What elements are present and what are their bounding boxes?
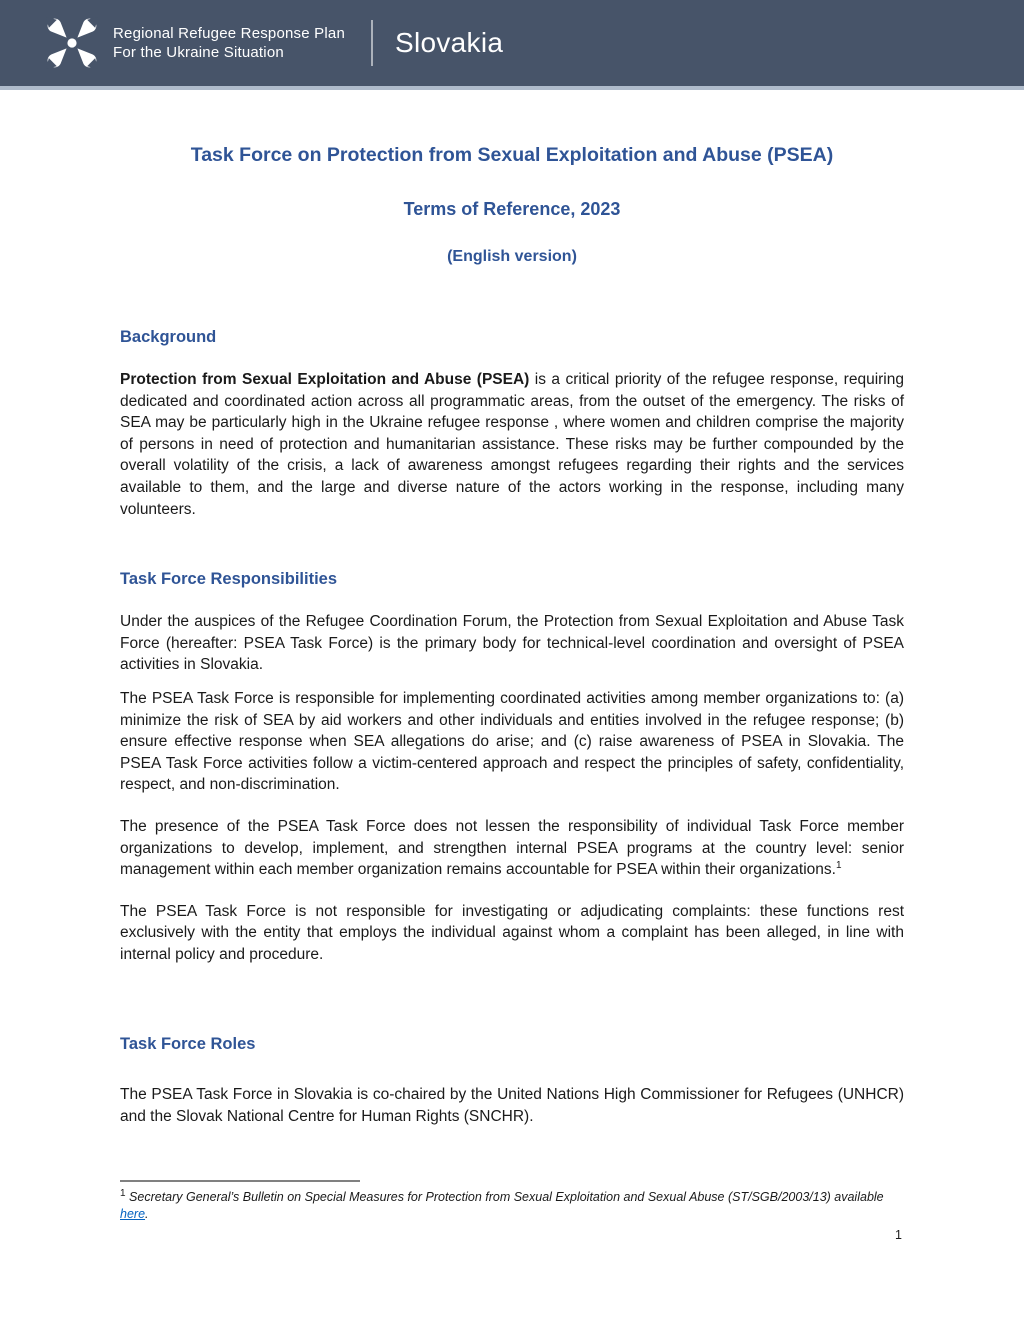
footnote-reference-marker: 1 — [835, 859, 842, 871]
heading-task-force-roles: Task Force Roles — [120, 1035, 256, 1054]
heading-background: Background — [120, 328, 217, 346]
header-banner — [0, 0, 1024, 90]
rrp-logo-icon — [45, 16, 99, 70]
header-country-label: Slovakia — [395, 27, 504, 58]
footnote-here-link[interactable]: here — [120, 1207, 146, 1221]
footnote-area — [120, 1180, 904, 1223]
paragraph-responsibilities-4: The PSEA Task Force is not responsible for investigating or adjudicating complaints: these functions rest exclusively with the entity that employs the individual against whom a complaint has been alleged, in line with internal policy and procedure. — [120, 902, 904, 963]
heading-task-force-responsibilities: Task Force Responsibilities — [120, 570, 338, 589]
document-version-note: (English version) — [447, 248, 577, 265]
paragraph-responsibilities-1: Under the auspices of the Refugee Coordination Forum, the Protection from Sexual Exploitation and Abuse Task Force (hereafter: PSEA Task Force) is the primary body for technical-level coordination and oversight of PSEA activities in Slovakia. — [120, 613, 904, 674]
paragraph-responsibilities-2: The PSEA Task Force is responsible for implementing coordinated activities among member organizations to: (a) minimize the risk of SEA by aid workers and other individuals and entities involved in the refugee response; (b) ensure effective response when SEA allegations do arise; and (c) raise awareness of PSEA in Slovakia. The PSEA Task Force activities follow a victim-centered approach and respect the principles of safety, confidentiality, respect, and non-discrimination. — [120, 689, 904, 794]
paragraph-background-1-bold-lead: Protection from Sexual Exploitation and Abuse (PSEA) — [120, 371, 530, 388]
paragraph-roles-1: The PSEA Task Force in Slovakia is co-chaired by the United Nations High Commissioner for Refugees (UNHCR) and the Slovak National Centre for Human Rights (SNCHR). — [120, 1086, 904, 1126]
footnote-separator-rule — [120, 1180, 360, 1182]
document-subtitle: Terms of Reference, 2023 — [403, 199, 621, 219]
document-title: Task Force on Protection from Sexual Exploitation and Abuse (PSEA) — [190, 144, 834, 166]
header-divider — [371, 20, 373, 66]
footnote-1 — [120, 1189, 904, 1223]
footnote-1-suffix: . — [145, 1207, 149, 1221]
header-org-line2: For the Ukraine Situation — [113, 44, 284, 61]
footnote-1-text: Secretary General’s Bulletin on Special Measures for Protection from Sexual Exploitation and Sexual Abuse (ST/SGB/2003/13) available — [129, 1190, 884, 1204]
page-number: 1 — [895, 1228, 902, 1242]
document-content — [0, 144, 1024, 1128]
paragraph-background-1-text: is a critical priority of the refugee response, requiring dedicated and coordinated action across all programmatic areas, from the outset of the emergency. The risks of SEA may be particularly high in the Ukraine refugee response , where women and children comprise the majority of persons in need of protection and humanitarian assistance. These risks may be further compounded by the overall volatility of the crisis, a lack of awareness amongst refugees regarding their rights and the services available to them, and the large and diverse nature of the actors working in the response, including many volunteers. — [120, 371, 904, 518]
header-org-line1: Regional Refugee Response Plan — [113, 24, 345, 42]
header-org-text — [113, 24, 345, 63]
paragraph-responsibilities-3 — [120, 816, 904, 881]
footnote-1-marker: 1 — [120, 1187, 126, 1199]
paragraph-background-1 — [120, 369, 904, 520]
paragraph-responsibilities-3-text: The presence of the PSEA Task Force does not lessen the responsibility of individual Task Force member organizations to develop, implement, and strengthen internal PSEA programs at the country level: senior management within each member organization remains accountable for PSEA within their organizations. — [120, 817, 904, 879]
